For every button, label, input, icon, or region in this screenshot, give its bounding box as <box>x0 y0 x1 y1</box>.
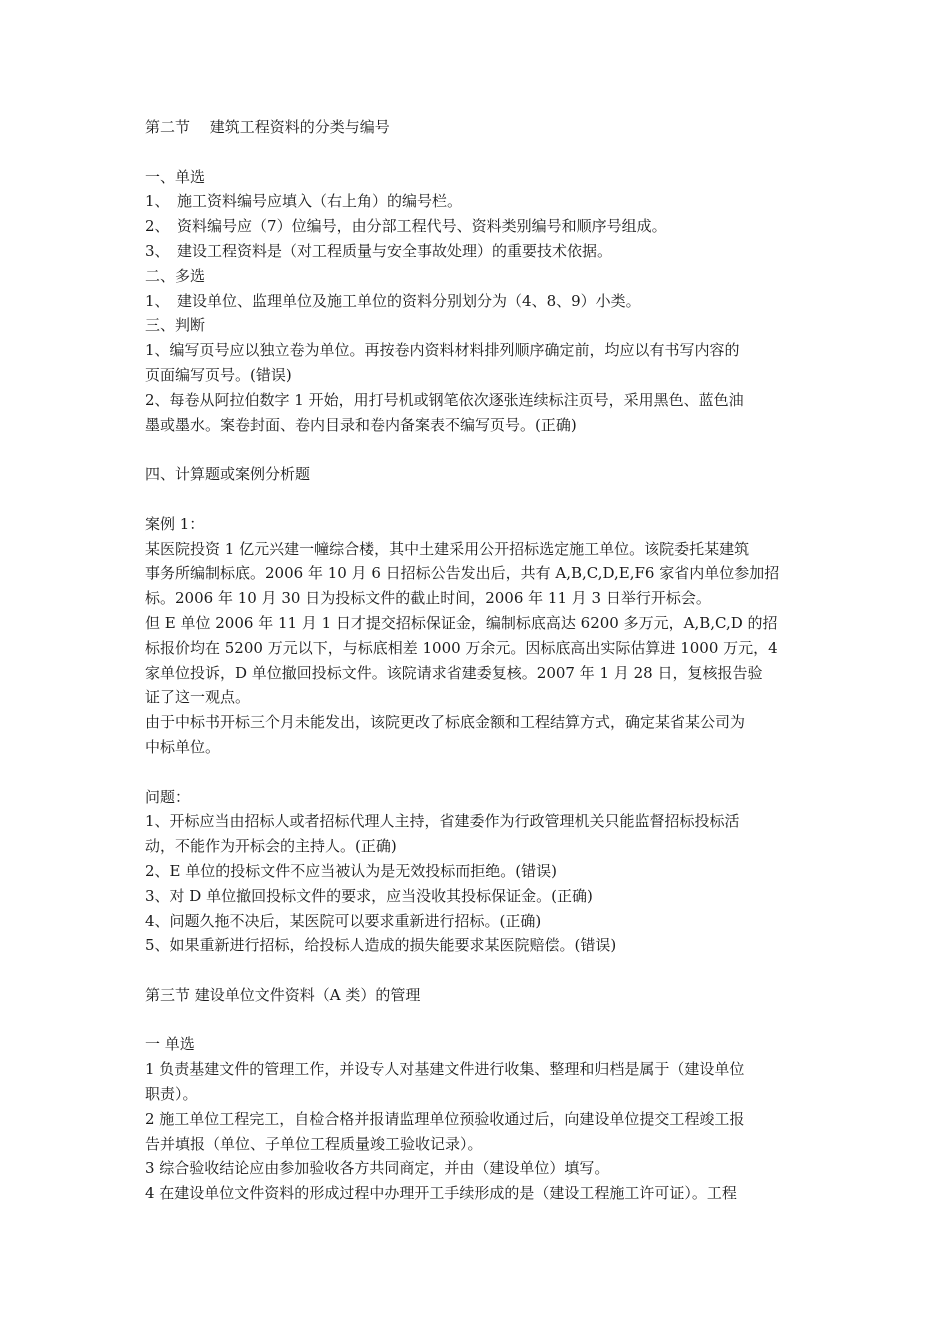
text-line: 1、编写页号应以独立卷为单位。再按卷内资料材料排列顺序确定前，均应以有书写内容的 <box>145 341 740 360</box>
text-line: 3 综合验收结论应由参加验收各方共同商定，并由（建设单位）填写。 <box>145 1159 610 1178</box>
text-line: 页面编写页号。(错误) <box>145 365 292 384</box>
text-line: 1、开标应当由招标人或者招标代理人主持，省建委作为行政管理机关只能监督招标投标活 <box>145 812 740 831</box>
text-line: 一、单选 <box>145 167 206 186</box>
text-line: 二、多选 <box>145 266 206 285</box>
text-line: 由于中标书开标三个月未能发出，该院更改了标底金额和工程结算方式，确定某省某公司为 <box>145 713 746 732</box>
text-line: 案例 1： <box>145 514 205 533</box>
text-line: 1 负责基建文件的管理工作，并设专人对基建文件进行收集、整理和归档是属于（建设单位 <box>145 1060 745 1079</box>
document-body <box>145 115 813 1206</box>
text-line: 4、问题久拖不决后，某医院可以要求重新进行招标。(正确) <box>145 911 542 930</box>
text-line: 职责）。 <box>145 1085 198 1104</box>
text-line: 问题： <box>145 787 191 806</box>
text-line: 动，不能作为开标会的主持人。(正确) <box>145 837 397 856</box>
blank-line <box>145 487 813 512</box>
text-line: 中标单位。 <box>145 737 221 756</box>
text-line: 4 在建设单位文件资料的形成过程中办理开工手续形成的是（建设工程施工许可证）。工程 <box>145 1184 737 1203</box>
text-line: 标。2006 年 10 月 30 日为投标文件的截止时间，2006 年 11 月 3 日举行开标会。 <box>145 589 711 608</box>
blank-line <box>145 760 813 785</box>
blank-line <box>145 140 813 165</box>
text-line: 告并填报（单位、子单位工程质量竣工验收记录）。 <box>145 1134 483 1153</box>
blank-line <box>145 1008 813 1033</box>
text-line: 某医院投资 1 亿元兴建一幢综合楼，其中土建采用公开招标选定施工单位。该院委托某建筑 <box>145 539 750 558</box>
blank-line <box>145 958 813 983</box>
text-line: 3、对 D 单位撤回投标文件的要求，应当没收其投标保证金。(正确) <box>145 886 593 905</box>
text-line: 三、判断 <box>145 316 206 335</box>
text-line: 第二节 建筑工程资料的分类与编号 <box>145 118 390 136</box>
text-line: 但 E 单位 2006 年 11 月 1 日才提交招标保证金，编制标底高达 6200 多万元，A,B,C,D 的招 <box>145 613 778 632</box>
text-line: 2 施工单位工程完工，自检合格并报请监理单位预验收通过后，向建设单位提交工程竣工报 <box>145 1109 745 1128</box>
text-line: 2、E 单位的投标文件不应当被认为是无效投标而拒绝。(错误) <box>145 861 557 880</box>
text-line: 2、 资料编号应（7）位编号，由分部工程代号、资料类别编号和顺序号组成。 <box>145 217 667 236</box>
text-line: 1、 建设单位、监理单位及施工单位的资料分别划分为（4、8、9）小类。 <box>145 291 641 310</box>
text-line: 标报价均在 5200 万元以下，与标底相差 1000 万余元。因标底高出实际估算进 1000 万元，4 <box>145 638 778 657</box>
text-line: 四、计算题或案例分析题 <box>145 465 311 484</box>
text-line: 家单位投诉，D 单位撤回投标文件。该院请求省建委复核。2007 年 1 月 28 日，复核报告验 <box>145 663 763 682</box>
text-line: 5、如果重新进行招标，给投标人造成的损失能要求某医院赔偿。(错误) <box>145 936 617 955</box>
text-line: 2、每卷从阿拉伯数字 1 开始，用打号机或钢笔依次逐张连续标注页号，采用黑色、蓝色油 <box>145 390 744 409</box>
text-line: 墨或墨水。案卷封面、卷内目录和卷内备案表不编写页号。(正确) <box>145 415 577 434</box>
text-line: 一 单选 <box>145 1035 195 1054</box>
text-line: 3、 建设工程资料是（对工程质量与安全事故处理）的重要技术依据。 <box>145 241 613 260</box>
text-line: 证了这一观点。 <box>145 688 251 707</box>
text-line: 事务所编制标底。2006 年 10 月 6 日招标公告发出后，共有 A,B,C,D,E,F6 家省内单位参加招 <box>145 564 780 583</box>
text-line: 1、 施工资料编号应填入（右上角）的编号栏。 <box>145 192 463 211</box>
text-line: 第三节 建设单位文件资料（A 类）的管理 <box>145 985 421 1004</box>
blank-line <box>145 437 813 462</box>
